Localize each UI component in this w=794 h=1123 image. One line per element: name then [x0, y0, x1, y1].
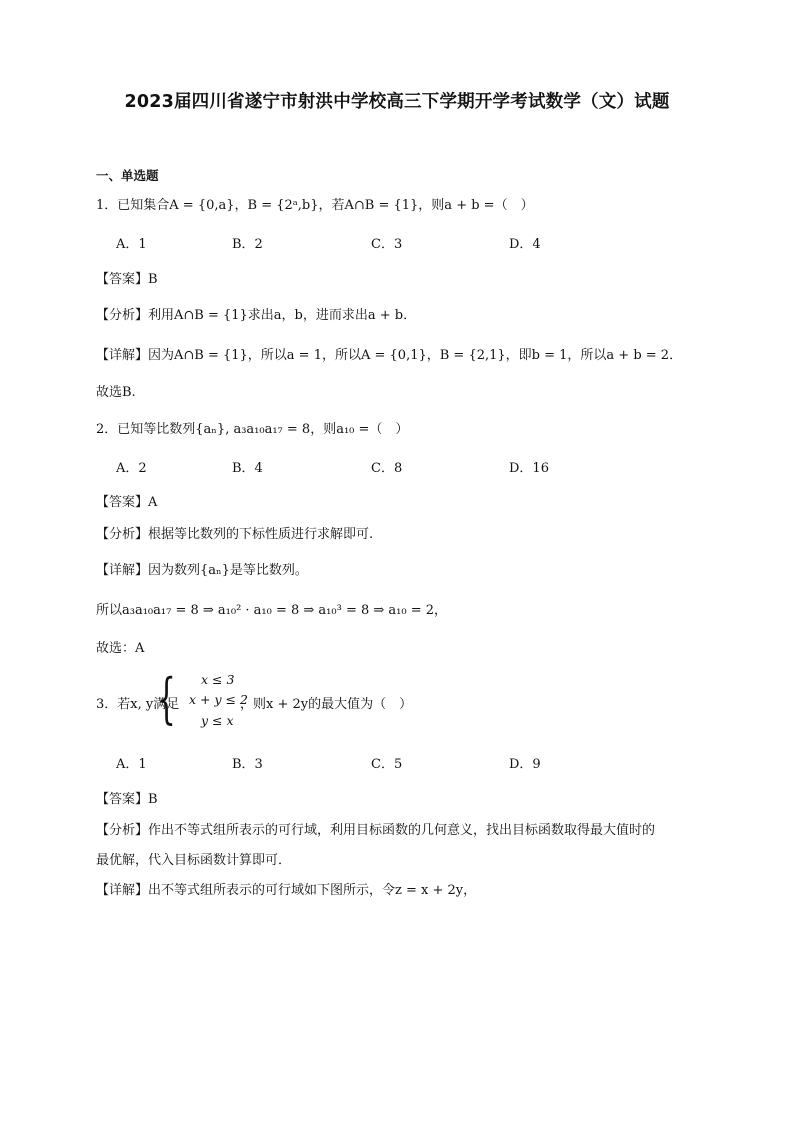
question-2-stem: 2．已知等比数列{aₙ}, a₃a₁₀a₁₇ = 8，则a₁₀ =（ ）: [96, 422, 409, 437]
q1-option-a: A．1: [116, 237, 147, 252]
q2-conclusion: 故选：A: [96, 641, 145, 656]
q2-option-b: B．4: [232, 461, 263, 476]
q1-option-d: D．4: [509, 237, 541, 252]
q2-option-c: C．8: [371, 461, 403, 476]
q3-analysis-line-1: 【分析】作出不等式组所表示的可行域，利用目标函数的几何意义，找出目标函数取得最大值时的: [96, 823, 656, 838]
q1-detail: 【详解】因为A∩B = {1}，所以a = 1，所以A = {0,1}，B = {2,1}，即b = 1，所以a + b = 2．: [96, 348, 683, 363]
q2-option-a: A．2: [116, 461, 147, 476]
question-3-stem-suffix: ，则x + 2y的最大值为（ ）: [240, 697, 413, 712]
q3-option-d: D．9: [509, 757, 541, 772]
q1-conclusion: 故选B.: [96, 385, 136, 400]
inequality-2: x + y ≤ 2: [189, 692, 248, 707]
q3-option-b: B．3: [232, 757, 263, 772]
q3-analysis-line-2: 最优解，代入目标函数计算即可．: [96, 853, 292, 868]
page-title: 2023届四川省遂宁市射洪中学校高三下学期开学考试数学（文）试题: [124, 92, 670, 112]
q2-option-d: D．16: [509, 461, 549, 476]
question-3-stem-prefix: 3．若x, y满足: [96, 697, 180, 712]
q2-detail: 【详解】因为数列{aₙ}是等比数列。: [96, 563, 308, 578]
question-1-stem: 1．已知集合A = {0,a}，B = {2ᵃ,b}，若A∩B = {1}，则a + b =（ ）: [96, 198, 534, 213]
q3-answer: 【答案】B: [96, 792, 158, 807]
inequality-system: [157, 667, 248, 732]
section-heading: 一、单选题: [96, 168, 159, 183]
inequality-1: x ≤ 3: [201, 672, 235, 687]
q1-answer: 【答案】B: [96, 272, 158, 287]
q3-option-a: A．1: [116, 757, 147, 772]
q1-option-c: C．3: [371, 237, 403, 252]
q1-option-b: B．2: [232, 237, 263, 252]
inequality-3: y ≤ x: [201, 713, 234, 728]
q1-analysis: 【分析】利用A∩B = {1}求出a，b，进而求出a + b．: [96, 308, 417, 323]
q3-option-c: C．5: [371, 757, 403, 772]
q2-answer: 【答案】A: [96, 495, 158, 510]
q2-analysis: 【分析】根据等比数列的下标性质进行求解即可.: [96, 527, 374, 542]
q2-derivation: 所以a₃a₁₀a₁₇ = 8 ⇒ a₁₀² · a₁₀ = 8 ⇒ a₁₀³ = 8 ⇒ a₁₀ = 2，: [96, 603, 448, 618]
q3-detail: 【详解】出不等式组所表示的可行域如下图所示，令z = x + 2y，: [96, 883, 477, 898]
left-brace: {: [157, 667, 176, 730]
